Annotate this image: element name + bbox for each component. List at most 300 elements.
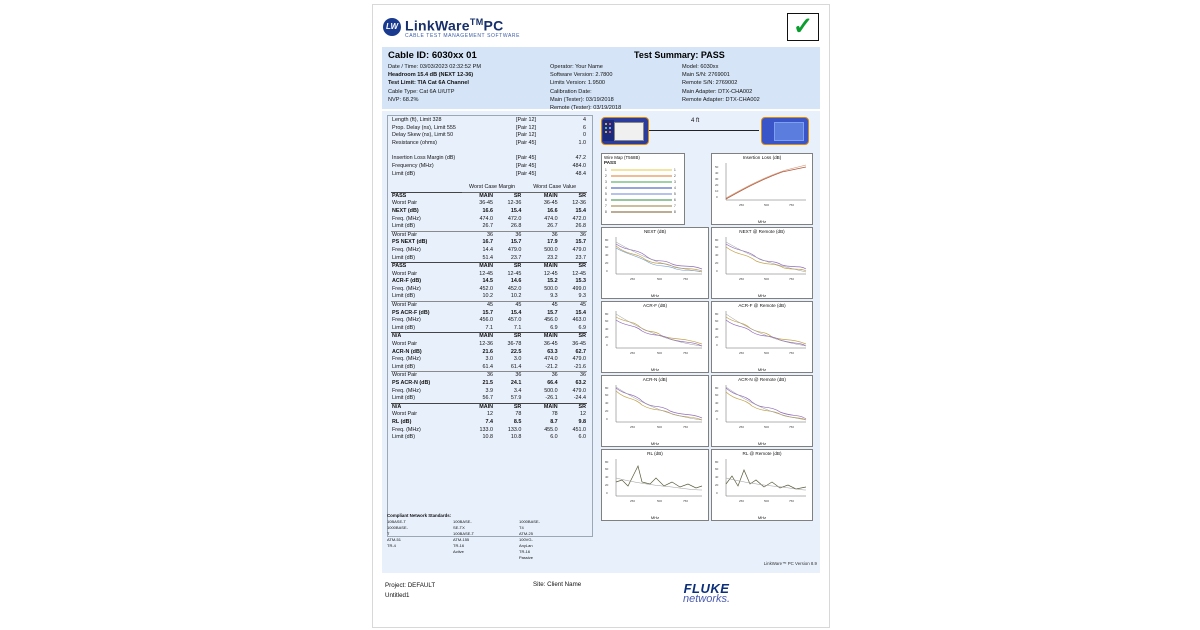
project-label: Project: xyxy=(385,582,406,589)
col-main: MAIN xyxy=(462,403,494,411)
row-value: 6 xyxy=(583,124,586,131)
cell: 12-36 xyxy=(479,341,494,348)
cell: 3.0 xyxy=(485,356,494,363)
svg-text:0: 0 xyxy=(606,269,608,273)
plot-graphic xyxy=(712,382,810,432)
table-row xyxy=(391,411,587,419)
link-length-label: 4 ft xyxy=(691,118,700,124)
row-label: Resistance (ohms) xyxy=(392,139,437,146)
plot-xlabel: MHz xyxy=(650,293,660,298)
networks-wordmark: networks. xyxy=(683,593,731,605)
cell: 472.0 xyxy=(572,215,586,222)
plot-rl xyxy=(601,449,709,521)
cell: 479.0 xyxy=(572,387,586,394)
cell: 7.1 xyxy=(513,324,522,331)
cell: 15.7 xyxy=(547,309,558,316)
svg-text:40: 40 xyxy=(715,171,719,175)
svg-text:40: 40 xyxy=(715,253,719,257)
header-line: Remote S/N: 2769002 xyxy=(682,80,738,87)
cell: 36-78 xyxy=(507,341,522,348)
plot-graphic xyxy=(712,234,810,284)
svg-text:0: 0 xyxy=(716,491,718,495)
svg-text:750: 750 xyxy=(789,277,795,281)
row-label: Limit (dB) xyxy=(392,223,416,230)
table-row xyxy=(391,223,587,231)
main-tester-icon xyxy=(601,117,649,145)
cable-id-value: 6030xx 01 xyxy=(431,50,477,61)
plot-insertion-loss xyxy=(711,153,813,225)
cell: 36 xyxy=(462,372,494,380)
block-status: PASS xyxy=(391,263,462,271)
cell: -26.1 xyxy=(545,395,558,402)
cell: 133.0 xyxy=(507,426,522,433)
svg-text:500: 500 xyxy=(764,499,770,503)
row-label: Limit (dB) xyxy=(392,324,416,331)
svg-text:2: 2 xyxy=(605,174,607,178)
plot-title: ACR-N @ Remote (dB) xyxy=(738,377,786,382)
standard-item: 1000BASE-T xyxy=(387,525,408,536)
svg-text:0: 0 xyxy=(716,269,718,273)
cell: 15.7 xyxy=(575,239,586,246)
plot-title: NEXT @ Remote (dB) xyxy=(739,229,785,234)
svg-text:1: 1 xyxy=(674,168,676,172)
header-line: Main (Tester): 03/19/2018 xyxy=(550,96,614,103)
cell: 14.4 xyxy=(482,246,494,253)
svg-text:500: 500 xyxy=(657,351,663,355)
svg-text:60: 60 xyxy=(605,245,609,249)
svg-text:4: 4 xyxy=(605,186,607,190)
cell: 36-45 xyxy=(479,200,494,207)
cell: 26.8 xyxy=(510,223,522,230)
main-tester-screen xyxy=(614,122,644,141)
plot-xlabel: MHz xyxy=(650,515,660,520)
svg-text:80: 80 xyxy=(605,386,609,390)
svg-text:500: 500 xyxy=(657,499,663,503)
cell: 17.9 xyxy=(547,239,558,246)
table-row xyxy=(391,200,587,208)
table-row xyxy=(391,117,587,125)
cell: 12-45 xyxy=(507,270,522,277)
cell: 61.4 xyxy=(510,363,522,370)
svg-text:80: 80 xyxy=(715,460,719,464)
header-line: Model: 6030xx xyxy=(682,64,719,70)
cell: 6.9 xyxy=(578,324,586,331)
cell: 15.4 xyxy=(575,207,586,214)
cell: 10.8 xyxy=(482,434,494,441)
cell: 62.7 xyxy=(575,348,586,355)
col-main: MAIN xyxy=(462,192,494,200)
cell: 479.0 xyxy=(572,246,586,253)
table-row xyxy=(391,271,587,279)
row-value: 48.4 xyxy=(575,170,586,177)
header-mid-column xyxy=(550,63,621,112)
cell: 500.0 xyxy=(544,246,558,253)
cell: 15.4 xyxy=(510,309,522,316)
row-label: Freq. (MHz) xyxy=(392,246,421,253)
col-main: MAIN xyxy=(522,192,558,200)
svg-text:250: 250 xyxy=(739,277,745,281)
row-label: Freq. (MHz) xyxy=(392,285,421,292)
cell: 15.3 xyxy=(575,278,586,285)
cell: 15.4 xyxy=(575,309,586,316)
cell: 479.0 xyxy=(572,356,586,363)
svg-text:60: 60 xyxy=(715,393,719,397)
plot-title: ACR-F (dB) xyxy=(643,303,667,308)
table-row xyxy=(391,388,587,396)
worst-case-margin-header: Worst Case Margin xyxy=(462,184,523,192)
cell: 26.7 xyxy=(547,223,558,230)
test-summary-value: PASS xyxy=(700,50,725,60)
row-value: 484.0 xyxy=(572,162,586,169)
col-sr: SR xyxy=(559,192,587,200)
plot-next-remote xyxy=(711,227,813,299)
row-label: ACR-F (dB) xyxy=(392,278,422,285)
cell: 23.7 xyxy=(510,254,522,261)
row-label: Freq. (MHz) xyxy=(392,356,421,363)
svg-text:750: 750 xyxy=(683,425,689,429)
cell: 12 xyxy=(487,411,494,418)
cell: 16.6 xyxy=(547,207,558,214)
cell: 36 xyxy=(494,231,522,239)
cell: 36-45 xyxy=(572,341,586,348)
svg-text:20: 20 xyxy=(715,261,719,265)
table-row xyxy=(391,231,587,239)
site-value: Client Name xyxy=(547,581,582,588)
cell: 63.3 xyxy=(547,348,558,355)
row-label: Limit (dB) xyxy=(392,363,416,370)
svg-text:80: 80 xyxy=(715,312,719,316)
plot-graphic xyxy=(712,160,810,210)
svg-text:40: 40 xyxy=(715,475,719,479)
table-row xyxy=(391,132,587,140)
table-row xyxy=(391,317,587,325)
cell: 479.0 xyxy=(507,246,522,253)
svg-text:8: 8 xyxy=(674,210,676,214)
block-status: N/A xyxy=(391,333,462,341)
row-label: ACR-N (dB) xyxy=(392,348,422,355)
svg-text:750: 750 xyxy=(789,425,795,429)
cell: 3.0 xyxy=(513,356,522,363)
svg-text:20: 20 xyxy=(715,409,719,413)
svg-text:250: 250 xyxy=(630,499,636,503)
svg-text:250: 250 xyxy=(739,203,745,207)
test-setup-diagram xyxy=(601,115,811,151)
table-row xyxy=(391,125,587,133)
row-label: RL (dB) xyxy=(392,418,412,425)
header-line: Cable Type: Cat 6A U/UTP xyxy=(388,88,455,95)
block-status: N/A xyxy=(391,403,462,411)
cell: 12-36 xyxy=(507,200,522,207)
cell: 3.4 xyxy=(513,387,522,394)
header-left-column xyxy=(388,63,481,104)
plot-graphic xyxy=(712,456,810,506)
svg-text:60: 60 xyxy=(715,467,719,471)
svg-text:750: 750 xyxy=(789,203,795,207)
row-label: Worst Pair xyxy=(391,231,462,239)
cell: 51.4 xyxy=(482,254,494,261)
svg-text:80: 80 xyxy=(605,238,609,242)
cell: 61.4 xyxy=(482,363,494,370)
row-label: Worst Pair xyxy=(392,411,418,418)
svg-text:750: 750 xyxy=(789,499,795,503)
svg-text:40: 40 xyxy=(605,401,609,405)
table-row xyxy=(391,325,587,333)
project-value: DEFAULT xyxy=(407,582,436,589)
row-value: 1.0 xyxy=(578,139,586,146)
table-row xyxy=(391,427,587,435)
header-line: Main S/N: 2769001 xyxy=(682,72,730,79)
row-label: Freq. (MHz) xyxy=(392,426,421,433)
svg-text:20: 20 xyxy=(715,335,719,339)
cell: 36-45 xyxy=(543,341,558,348)
svg-text:20: 20 xyxy=(605,483,609,487)
table-row xyxy=(391,419,587,427)
cell: 45 xyxy=(462,302,494,310)
cell: 12-45 xyxy=(543,270,558,277)
svg-text:80: 80 xyxy=(715,238,719,242)
standard-item: 100BASE-SE-TX xyxy=(453,519,472,530)
plot-acrn xyxy=(601,375,709,447)
row-label: Limit (dB) xyxy=(392,170,416,177)
cell: 7.4 xyxy=(485,418,494,425)
table-row xyxy=(391,286,587,294)
table-row xyxy=(391,155,587,163)
row-label: Prop. Delay (ns), Limit 555 xyxy=(392,124,456,131)
svg-text:750: 750 xyxy=(683,499,689,503)
wire-map-title: Wire Map (T568B) xyxy=(604,155,640,160)
cell: 36 xyxy=(559,231,587,239)
svg-text:20: 20 xyxy=(605,335,609,339)
linkware-name: LinkWare xyxy=(405,17,470,34)
plot-xlabel: MHz xyxy=(757,441,767,446)
cell: 12 xyxy=(580,411,586,418)
table-row xyxy=(391,184,587,192)
cell: 24.1 xyxy=(510,380,522,386)
cell: 8.5 xyxy=(513,418,522,425)
table-row xyxy=(391,364,587,372)
table-row xyxy=(391,333,587,341)
test-summary-label: Test Summary: xyxy=(634,50,699,60)
plot-rl-remote xyxy=(711,449,813,521)
cell: 36 xyxy=(559,372,587,380)
svg-text:40: 40 xyxy=(605,475,609,479)
header-line: Remote Adapter: DTX-CHA002 xyxy=(682,96,760,103)
col-main: MAIN xyxy=(462,333,494,341)
row-label: Freq. (MHz) xyxy=(392,387,421,394)
svg-text:0: 0 xyxy=(606,343,608,347)
header-line: Test Limit: TIA Cat 6A Channel xyxy=(388,80,469,87)
svg-text:0: 0 xyxy=(716,417,718,421)
svg-text:50: 50 xyxy=(715,165,719,169)
row-value: 47.2 xyxy=(575,155,586,162)
standard-item: 100VG-AnyLan xyxy=(519,537,533,548)
check-icon: ✓ xyxy=(792,13,814,40)
svg-text:5: 5 xyxy=(605,192,607,196)
svg-text:10: 10 xyxy=(715,189,719,193)
row-label: Frequency (MHz) xyxy=(392,162,434,169)
svg-text:250: 250 xyxy=(739,499,745,503)
cell: 9.8 xyxy=(578,418,586,425)
plot-title: Insertion Loss (dB) xyxy=(742,155,782,160)
row-label: PS NEXT (dB) xyxy=(392,239,428,246)
cell: 15.4 xyxy=(510,207,522,214)
col-sr: SR xyxy=(494,192,522,200)
cell: 474.0 xyxy=(479,215,494,222)
table-row xyxy=(391,302,587,310)
row-value: 4 xyxy=(583,117,586,123)
svg-text:0: 0 xyxy=(716,343,718,347)
worst-case-table xyxy=(391,184,587,442)
svg-text:250: 250 xyxy=(739,425,745,429)
standards-col-3 xyxy=(519,519,585,561)
row-label: Worst Pair xyxy=(392,270,418,277)
cell: 23.7 xyxy=(575,254,586,261)
table-row xyxy=(391,395,587,403)
wire-map-panel xyxy=(601,153,685,225)
cell: 78 xyxy=(551,411,558,418)
row-pair: [Pair 45] xyxy=(515,155,537,162)
row-label: Limit (dB) xyxy=(392,395,416,402)
table-row xyxy=(391,372,587,380)
cell: 15.7 xyxy=(482,309,494,316)
plot-next xyxy=(601,227,709,299)
table-row xyxy=(391,380,587,388)
cell: 16.6 xyxy=(482,207,494,214)
remote-tester-icon xyxy=(761,117,809,145)
table-row xyxy=(391,192,587,200)
cell: -24.4 xyxy=(573,395,586,402)
cell: 6.9 xyxy=(550,324,558,331)
cell: 472.0 xyxy=(507,215,522,222)
table-row xyxy=(391,349,587,357)
linkware-logo-icon: LW xyxy=(383,18,401,36)
cell: 451.0 xyxy=(572,426,586,433)
cell: 45 xyxy=(522,302,558,310)
col-sr: SR xyxy=(559,333,587,341)
cell: 12-36 xyxy=(572,200,586,207)
svg-text:20: 20 xyxy=(605,409,609,413)
plot-acrf xyxy=(601,301,709,373)
project-line xyxy=(385,581,435,591)
row-label: Freq. (MHz) xyxy=(392,215,421,222)
cell: 3.9 xyxy=(485,387,494,394)
link-line xyxy=(649,130,759,131)
cell: 452.0 xyxy=(479,285,494,292)
plot-title: RL (dB) xyxy=(647,451,663,456)
row-pair: [Pair 45] xyxy=(515,162,537,169)
table-row xyxy=(391,293,587,301)
plot-title: ACR-N (dB) xyxy=(642,377,668,382)
cable-id-label: Cable ID: xyxy=(388,50,430,61)
cell: 6.0 xyxy=(578,434,586,441)
svg-text:6: 6 xyxy=(605,198,607,202)
row-label: Insertion Loss Margin (dB) xyxy=(392,155,456,162)
plot-graphic xyxy=(712,308,810,358)
plot-title: NEXT (dB) xyxy=(643,229,667,234)
svg-text:6: 6 xyxy=(674,198,676,202)
plot-graphic xyxy=(602,234,706,284)
row-label: Worst Pair xyxy=(392,200,418,207)
cell: 499.0 xyxy=(572,285,586,292)
col-sr: SR xyxy=(559,403,587,411)
cell: 22.5 xyxy=(510,348,522,355)
row-label: PS ACR-N (dB) xyxy=(392,380,431,386)
cell: 15.7 xyxy=(510,239,522,246)
cell: 500.0 xyxy=(544,285,558,292)
summary-table xyxy=(391,117,587,178)
row-pair: [Pair 45] xyxy=(515,139,537,146)
cell: 66.4 xyxy=(547,380,558,386)
remote-tester-screen xyxy=(774,122,804,141)
svg-text:80: 80 xyxy=(605,460,609,464)
table-row xyxy=(391,263,587,271)
row-value: 0 xyxy=(583,132,586,139)
row-pair: [Pair 12] xyxy=(515,124,537,131)
svg-text:40: 40 xyxy=(715,401,719,405)
svg-text:0: 0 xyxy=(716,195,718,199)
cell: 474.0 xyxy=(544,215,558,222)
col-main: MAIN xyxy=(522,263,558,271)
wire-map-graphic xyxy=(602,165,682,217)
cell: 456.0 xyxy=(544,317,558,324)
cell: 36 xyxy=(522,372,558,380)
plot-acrn-remote xyxy=(711,375,813,447)
cell: 21.5 xyxy=(482,380,494,386)
cell: 7.1 xyxy=(485,324,494,331)
wire-map-status: PASS xyxy=(604,160,617,165)
cell: 12-45 xyxy=(479,270,494,277)
table-row xyxy=(391,255,587,263)
svg-text:0: 0 xyxy=(606,491,608,495)
col-main: MAIN xyxy=(522,403,558,411)
site-label: Site: xyxy=(533,581,546,588)
svg-text:250: 250 xyxy=(630,425,636,429)
cell: 500.0 xyxy=(544,387,558,394)
col-sr: SR xyxy=(494,403,522,411)
svg-text:20: 20 xyxy=(715,483,719,487)
header-line: Limits Version: 1.9500 xyxy=(550,80,606,87)
plot-graphic xyxy=(602,382,706,432)
svg-text:60: 60 xyxy=(715,319,719,323)
cell: 14.5 xyxy=(482,278,494,285)
cell: 10.8 xyxy=(510,434,522,441)
compliant-standards xyxy=(387,513,587,561)
table-row xyxy=(391,163,587,171)
svg-text:60: 60 xyxy=(605,319,609,323)
cell: -21.6 xyxy=(573,363,586,370)
standard-item: TR-16 Passive xyxy=(519,549,534,560)
cell: 452.0 xyxy=(507,285,522,292)
row-label: Delay Skew (ns), Limit 50 xyxy=(392,132,454,139)
cell: 12-45 xyxy=(572,270,586,277)
cell: 36 xyxy=(494,372,522,380)
header-line: Operator: Your Name xyxy=(550,64,603,70)
worst-case-value-header: Worst Case Value xyxy=(522,184,587,192)
test-info-band xyxy=(382,47,820,112)
footer-site xyxy=(533,581,581,588)
standard-item: TR-4 xyxy=(387,543,396,548)
cell: 15.2 xyxy=(547,278,558,285)
cell: 36-45 xyxy=(543,200,558,207)
svg-text:500: 500 xyxy=(764,203,770,207)
header-line: Main Adapter: DTX-CHA002 xyxy=(682,88,753,95)
cell: 36 xyxy=(522,231,558,239)
fluke-wordmark: FLUKE xyxy=(683,581,730,596)
header-line: Software Version: 2.7800 xyxy=(550,72,613,79)
plot-xlabel: MHz xyxy=(757,367,767,372)
cell: 10.2 xyxy=(510,293,522,300)
cell: 57.9 xyxy=(510,395,522,402)
